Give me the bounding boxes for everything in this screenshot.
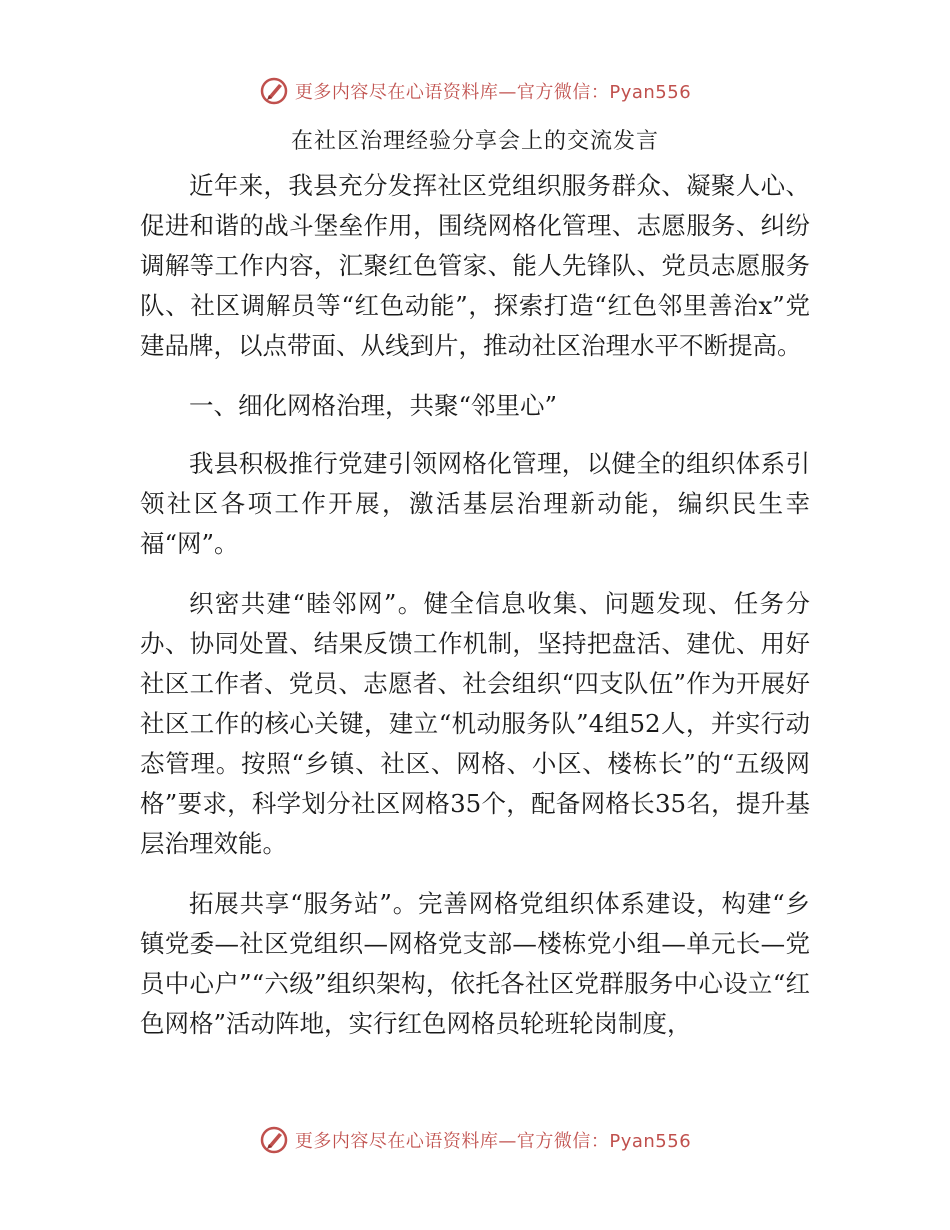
watermark-text: 更多内容尽在心语资料库—官方微信：Pyan556: [294, 1131, 692, 1152]
paragraph-mulin-net: 织密共建“睦邻网”。健全信息收集、问题发现、任务分办、协同处置、结果反馈工作机制，坚持把盘活、建优、用好社区工作者、党员、志愿者、社会组织“四支队伍”作为开展好社区工作的核心关键，建立“机动服务队”4组52人，并实行动态管理。按照“乡镇、社区、网格、小区、楼栋长”的“五级网格”要求，科学划分社区网格35个，配备网格长35名，提升基层治理效能。: [140, 589, 810, 858]
paragraph-intro: 近年来，我县充分发挥社区党组织服务群众、凝聚人心、促进和谐的战斗堡垒作用，围绕网格化管理、志愿服务、纠纷调解等工作内容，汇聚红色管家、能人先锋队、党员志愿服务队、社区调解员等“红色动能”，探索打造“红色邻里善治x”党建品牌，以点带面、从线到片，推动社区治理水平不断提高。: [140, 171, 810, 360]
watermark-text: 更多内容尽在心语资料库—官方微信：Pyan556: [294, 82, 692, 103]
paragraph-section-1-intro: 我县积极推行党建引领网格化管理，以健全的组织体系引领社区各项工作开展，激活基层治理新动能，编织民生幸福“网”。: [140, 449, 810, 558]
document-title: 在社区治理经验分享会上的交流发言: [290, 129, 659, 154]
quill-pen-logo-icon: [259, 76, 289, 106]
watermark-banner-bottom: [0, 1120, 950, 1160]
quill-pen-logo-icon: [259, 1125, 289, 1155]
paragraph-service-station: 拓展共享“服务站”。完善网格党组织体系建设，构建“乡镇党委—社区党组织—网格党支部—楼栋党小组—单元长—党员中心户”“六级”组织架构，依托各社区党群服务中心设立“红色网格”活动阵地，实行红色网格员轮班轮岗制度，: [140, 889, 810, 1038]
watermark-banner-top: [0, 71, 950, 111]
document-body: [140, 166, 810, 1064]
section-heading-1: 一、细化网格治理，共聚“邻里心”: [189, 391, 558, 420]
